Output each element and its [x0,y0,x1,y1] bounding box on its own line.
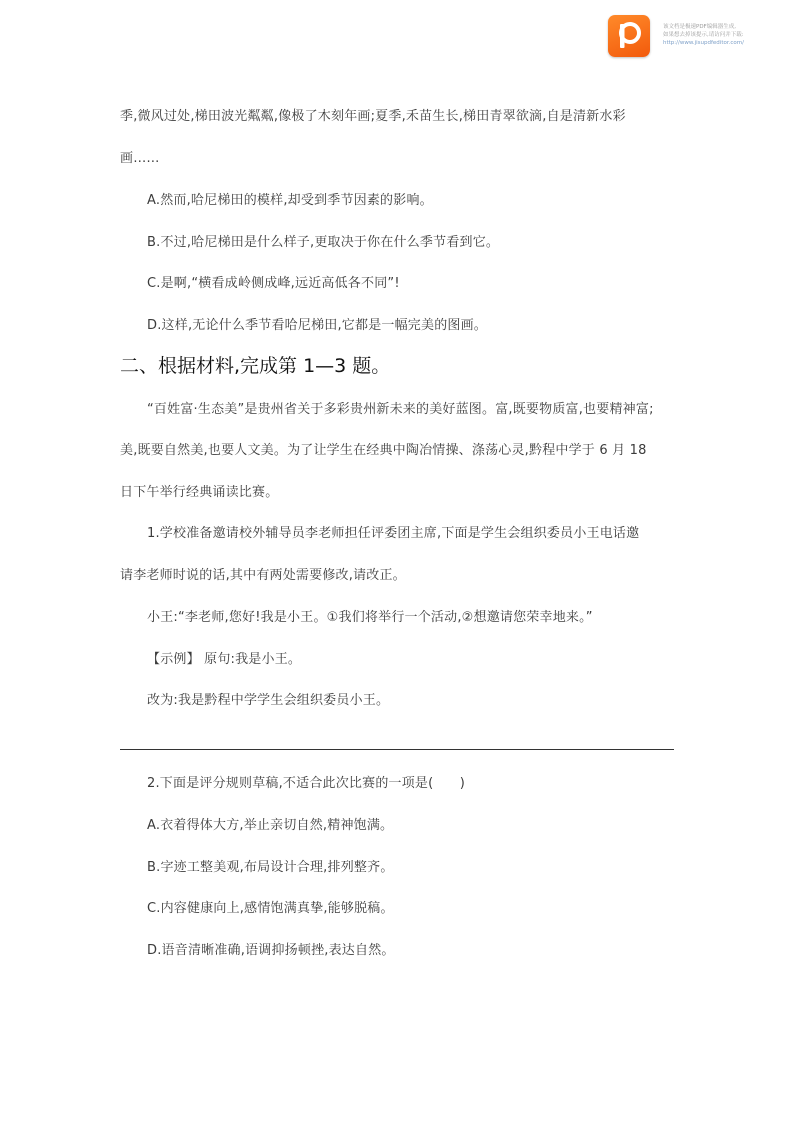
option-c: C.是啊,“横看成岭侧成峰,远近高低各不同”! [147,276,400,291]
option-b: B.不过,哈尼梯田是什么样子,更取决于你在什么季节看到它。 [147,235,500,250]
option-d: D.这样,无论什么季节看哈尼梯田,它都是一幅完美的图画。 [147,318,488,333]
example-answer: 改为:我是黔程中学学生会组织委员小王。 [147,693,390,708]
passage-line: 季,微风过处,梯田波光粼粼,像极了木刻年画;夏季,禾苗生长,梯田青翠欲滴,自是清新水彩 [120,109,626,124]
watermark-notice [663,23,788,47]
question-2-option-d: D.语音清晰准确,语调抑扬顿挫,表达自然。 [147,943,395,958]
question-2-option-a: A.衣着得体大方,举止亲切自然,精神饱满。 [147,818,394,833]
watermark-url-link[interactable]: http://www.jisupdfeditor.com/ [663,40,744,46]
question-2-stem: 2.下面是评分规则草稿,不适合此次比赛的一项是( ) [147,776,466,791]
watermark-line-2: 如果想去掉该提示,请访问并下载: [663,32,744,38]
material-line: 日下午举行经典诵读比赛。 [120,485,279,500]
question-1-line: 1.学校准备邀请校外辅导员李老师担任评委团主席,下面是学生会组织委员小王电话邀 [147,526,640,541]
watermark-line-1: 该文档是极速PDF编辑器生成, [663,24,736,30]
option-a: A.然而,哈尼梯田的模样,却受到季节因素的影响。 [147,193,433,208]
passage-line: 画…… [120,151,160,166]
question-2-option-b: B.字迹工整美观,布局设计合理,排列整齐。 [147,860,394,875]
question-1-quote: 小王:“李老师,您好!我是小王。①我们将举行一个活动,②想邀请您荣幸地来。” [147,610,593,625]
pdf-editor-logo-icon [608,15,650,57]
question-2-option-c: C.内容健康向上,感情饱满真挚,能够脱稿。 [147,901,394,916]
example-label: 【示例】 原句:我是小王。 [147,652,302,667]
section-heading: 二、根据材料,完成第 1—3 题。 [120,355,391,377]
answer-blank-line [120,749,674,750]
material-line: 美,既要自然美,也要人文美。为了让学生在经典中陶冶情操、涤荡心灵,黔程中学于 6 月 18 [120,443,647,458]
material-line: “百姓富·生态美”是贵州省关于多彩贵州新未来的美好蓝图。富,既要物质富,也要精神富; [147,402,654,417]
question-1-line: 请李老师时说的话,其中有两处需要修改,请改正。 [120,568,406,583]
